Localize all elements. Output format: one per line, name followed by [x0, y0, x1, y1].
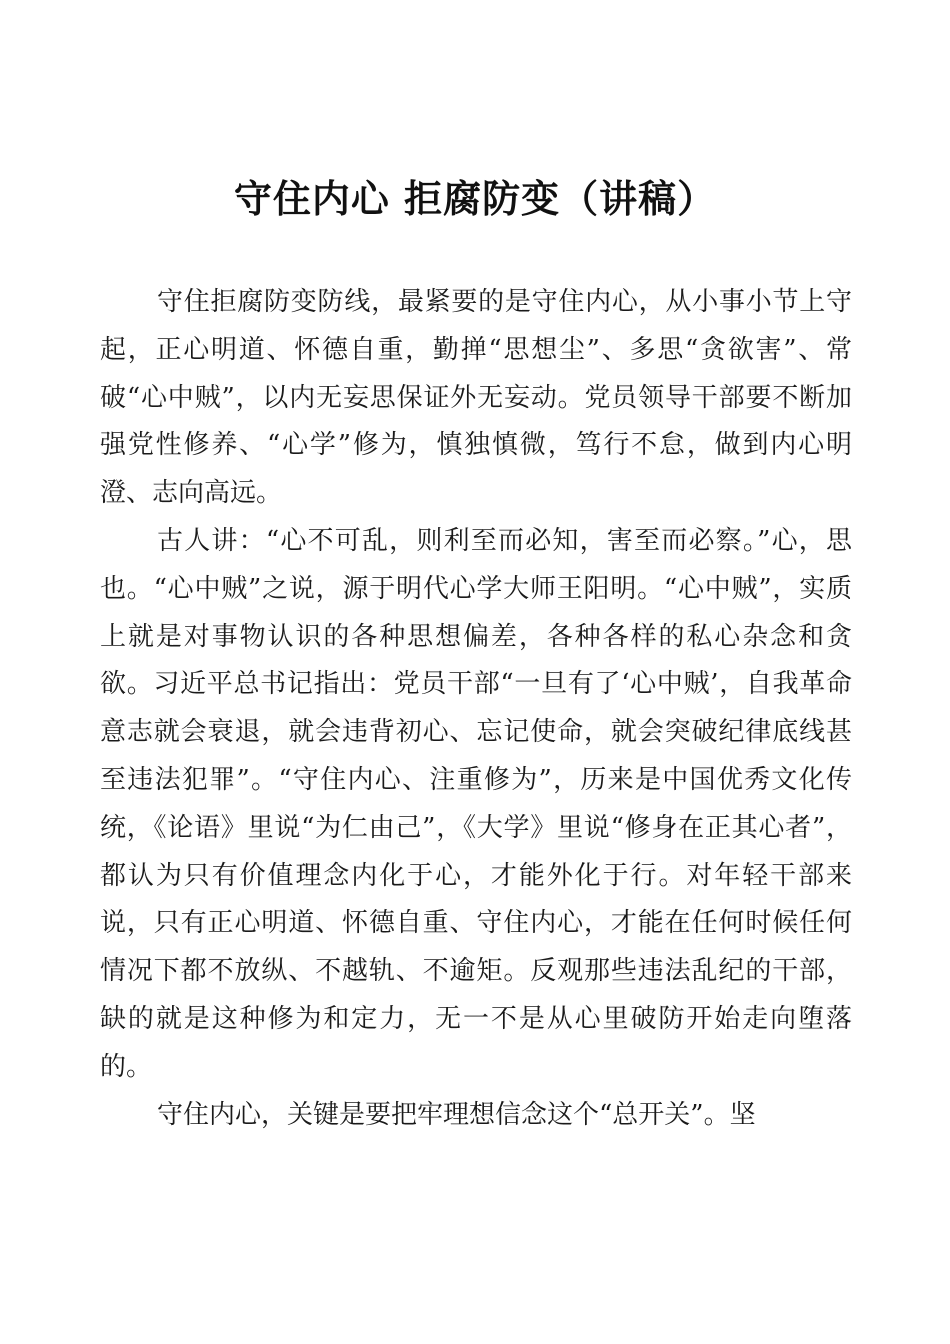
paragraph-2: 古人讲：“心不可乱，则利至而必知，害至而必察。”心，思也。“心中贼”之说，源于明代心学大师王阳明。“心中贼”，实质上就是对事物认识的各种思想偏差，各种各样的私心杂念和贪欲。习近平总书记指出：党员干部“一旦有了‘心中贼’，自我革命意志就会衰退，就会违背初心、忘记使命，就会突破纪律底线甚至违法犯罪”。“守住内心、注重修为”，历来是中国优秀文化传统，《论语》里说“为仁由己”，《大学》里说“修身在正其心者”，都认为只有价值理念内化于心，才能外化于行。对年轻干部来说，只有正心明道、怀德自重、守住内心，才能在任何时候任何情况下都不放纵、不越轨、不逾矩。反观那些违法乱纪的干部，缺的就是这种修为和定力，无一不是从心里破防开始走向堕落的。 [100, 525, 852, 1082]
document-title: 守住内心 拒腐防变（讲稿） [233, 176, 717, 221]
document-body [100, 279, 852, 1139]
paragraph-1: 守住拒腐防变防线，最紧要的是守住内心，从小事小节上守起，正心明道、怀德自重，勤掸“思想尘”、多思“贪欲害”、常破“心中贼”，以内无妄思保证外无妄动。党员领导干部要不断加强党性修养、“心学”修为，慎独慎微，笃行不怠，做到内心明澄、志向高远。 [100, 287, 852, 509]
paragraph-3: 守住内心，关键是要把牢理想信念这个“总开关”。坚 [157, 1099, 756, 1130]
